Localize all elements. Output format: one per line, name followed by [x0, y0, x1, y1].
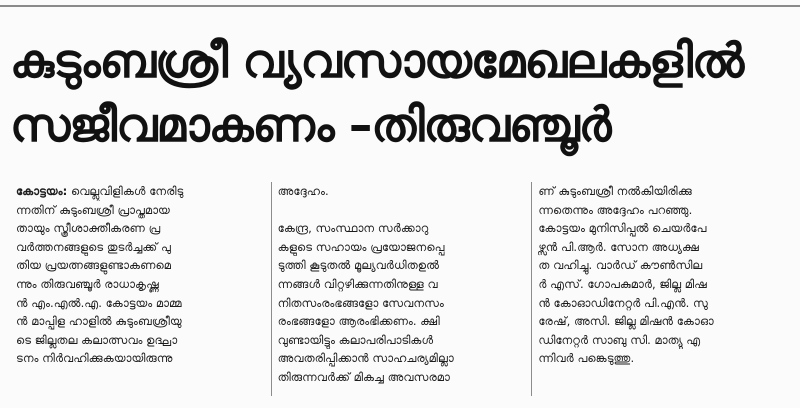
article-body: [10, 182, 792, 402]
article-text-line: കേന്ദ്ര, സംസ്ഥാന സർക്കാറു: [277, 221, 429, 236]
article-text-line: ത വഹിച്ചു. വാർഡ് കൗൺസില: [538, 258, 703, 273]
article-text-line: ന്നങ്ങൾ വിറ്റഴിക്കുന്നതിനുള്ള വ: [277, 276, 438, 291]
article-text-line: ഴ്സൻ പി.ആർ. സോന അധ്യക്ഷ: [538, 239, 699, 254]
top-rule: [0, 5, 800, 7]
article-column-3: [531, 182, 792, 396]
article-text-line: ടനം നിർവഹിക്കുകയായിരുന്നു: [16, 351, 173, 366]
article-text-line: തിയ പ്രയത്നങ്ങളുണ്ടാകണമെ: [16, 258, 172, 273]
article-text-line: തായും സ്ത്രീശാക്തീകരണ പ്ര: [16, 221, 161, 236]
headline: [10, 30, 794, 158]
article-text-line: രേഷ്, അസി. ജില്ല മിഷൻ കോഓ: [538, 314, 714, 329]
article-text-line: നിതസംരംഭങ്ങളോ സേവനസം: [277, 295, 444, 310]
article-text-line: ന്നിവർ പങ്കെടുത്തു.: [538, 351, 635, 366]
article-text-line: ന്നതിന് കുടുംബശ്രീ പ്രാപ്തമാ‌യ: [16, 202, 170, 217]
article-text-line: ൻ മാപ്പിള ഹാളിൽ കുടുംബശ്രീയു: [16, 314, 182, 329]
article-text-line: കോട്ടയം മുനിസിപ്പൽ ചെയർപേ: [538, 221, 707, 236]
article-column-1: [10, 182, 271, 396]
article-text-line: അദ്ദേഹം.: [277, 184, 329, 198]
article-text-line: ടെ ജില്ലതല കലാത്സവം ഉദ്ഘാ: [16, 332, 178, 347]
article-text-line: ന്നും തിരുവഞ്ചൂർ രാധാകൃഷ്ണ: [16, 276, 159, 291]
article-text-line: ർ എസ്. ഗോപകുമാർ, ജില്ല മിഷ: [538, 276, 707, 291]
headline-line-1: കുടുംബശ്രീ വ്യവസായമേഖലകളിൽ: [10, 34, 744, 89]
article-column-2: [271, 182, 532, 396]
article-text-line: വുണ്ടായിട്ടും കലാപരിപാടികൾ: [277, 332, 434, 347]
article-text-line: [16, 182, 265, 201]
article-text-line: ൻ എം.എൽ.എ. കോട്ടയം മാമ്മ: [16, 295, 182, 310]
paragraph-break: [278, 201, 526, 220]
article-text-line: ടുത്തി കൂടുതൽ മൂല്യവർധിതഉൽ: [277, 258, 440, 273]
dateline: കോട്ടയം:: [16, 184, 68, 198]
article-text: വെല്ലുവിളികൾ നേരിടു: [67, 184, 184, 198]
article-text-line: വർത്തനങ്ങളുടെ തുടർച്ചക്ക് പു: [16, 239, 171, 254]
article-text-line: ന്നതെന്നും അദ്ദേഹം പറഞ്ഞു.: [538, 202, 693, 217]
article-text-line: തിരുന്നവർക്ക് മികച്ച അവസരമാ: [277, 369, 450, 384]
article-text-line: അവതരിപ്പിക്കാൻ സാഹചര്യമില്ലാ: [277, 351, 454, 366]
headline-line-2: സജീവമാകണം –തിരുവഞ്ചൂർ: [10, 98, 611, 153]
article-text-line: രംഭങ്ങളോ ആരംഭിക്കണം. ക്ഷി: [277, 314, 440, 329]
article-text-line: ഡിനേറ്റർ സാബു സി. മാത്യു എ: [538, 332, 701, 347]
article-text-line: ണ് കുടുംബശ്രീ നൽകിയിരിക്കു: [538, 184, 692, 198]
article-text-line: ൻ കോഓഡിനേറ്റർ പി.എൻ. സു: [538, 295, 708, 310]
article-text-line: കളുടെ സഹായം പ്രയോജനപ്പെ: [277, 239, 445, 254]
